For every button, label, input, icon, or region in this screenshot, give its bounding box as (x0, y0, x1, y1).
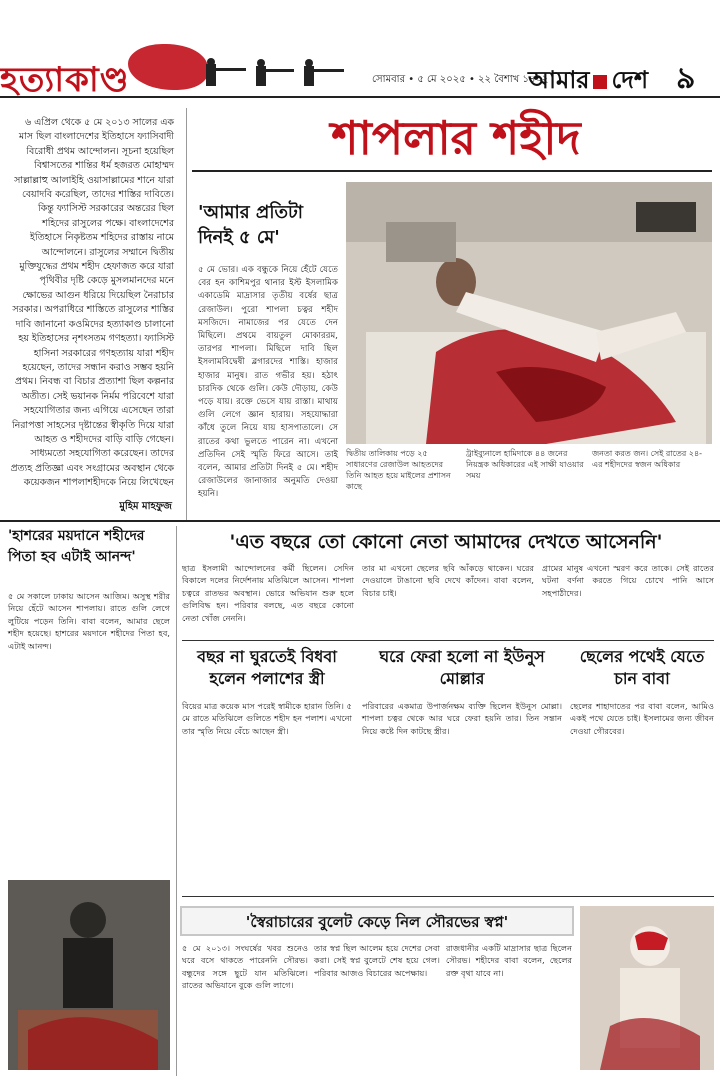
injured-man-photo-icon (346, 182, 712, 444)
bottom-body-a: ৫ মে ২০১৩। সংঘর্ষের খবর শুনেও ঘরে বসে থাকতে পারেননি সৌরভ। বন্ধুদের সঙ্গে ছুটে যান মতিঝিলে। রাতের অভিযানে বুকে গুলি লাগে। (182, 943, 308, 991)
side-column-divider (176, 526, 177, 1076)
caption-3: জনতা করত জন। সেই রাতের ২৪-এর শহীদদের স্বজন অধিকার (592, 449, 703, 469)
police-photo-icon (8, 880, 170, 1070)
banner-title: শাপলার শহীদ (331, 111, 581, 165)
bottom-story-headline: 'স্বৈরাচারের বুলেট কেড়ে নিল সৌরভের স্বপ্ন' (180, 906, 574, 936)
series-title: হত্যাকাণ্ড (0, 60, 130, 100)
sub1-headline: বছর না ঘুরতেই বিধবা হলেন পলাশের স্ত্রী (197, 647, 337, 688)
blood-splatter-graphic (128, 44, 208, 90)
bottom-body-c: রাজধানীর একটি মাদ্রাসার ছাত্র ছিলেন সৌরভ। শহীদের বাবা বলেন, ছেলের রক্ত বৃথা যাবে না। (446, 943, 572, 978)
side-story-body: ৫ মে সকালে ঢাকায় আসেন আজিম। অসুস্থ শরীর নিয়ে হেঁটে আসেন শাপলায়। রাতে গুলি লেগে লুটিয়ে পড়েন তিনি। বাবা বলেন, আমার ছেলে শহীদ হয়েছে। হাশরের ময়দানে শহীদের পিতা হব, এটাই আনন্দ। (8, 591, 170, 651)
caption-2: ট্রাইব্যুনালে হামিদাকে ৪৪ জনের নিয়ন্ত্রক অধিকারের এই সাক্ষী যাওয়ার সময় (466, 449, 584, 480)
soldier-silhouette-icon (200, 58, 350, 88)
story1-body: ৫ মে ভোর। এক বন্ধুকে নিয়ে হেঁটে যেতে বের হন কাশিমপুর থানার ইস্ট ইসলামিক একাডেমি মাদ্রাসার তৃতীয় বর্ষের ছাত্র রেজাউল। পুরো শাপলা চত্বর শহীদ মসজিদে। নামাজের পর যেতে দেন মিছিলে। প্রথমে বায়তুল মোকাররম, তারপর শাপলা। মিছিলে দাবি ছিল ইসলামবিদ্বেষী ব্লগারদের শাস্তি। হাজার হাজার মানুষ। রাত গভীর হয়। হঠাৎ চারদিক থেকে গুলি। কেউ দৌড়ায়, কেউ পড়ে যায়। রক্তে ভেসে যায় রাস্তা। মাথায় গুলি লেগে জ্ঞান হারায়। সহযোদ্ধারা কাঁধে তুলে নিয়ে যায় হাসপাতালে। সে রাতের কথা ভুলতে পারেন না। এখনো প্রতিদিন সেই স্মৃতি ফিরে আসে। তাই বলেন, আমার প্রতিটা দিনই ৫ মে। শহীদ রেজাউলের জানাজার অনুমতি দেওয়া হয়নি। (198, 265, 338, 500)
byline: মুহিম মাহফুজ (119, 501, 172, 512)
newspaper-logo (528, 62, 648, 102)
date-line: সোমবার • ৫ মে ২০২৫ • ২২ বৈশাখ ১৪৩২ (372, 74, 549, 85)
bottom-right-photo (580, 906, 714, 1070)
sub1-body: বিয়ের মাত্র কয়েক মাস পরেই স্বামীকে হারান তিনি। ৫ মে রাতে মতিঝিলে গুলিতে শহীদ হন পলাশ। এখনো তার স্মৃতি নিয়ে বেঁচে আছেন স্ত্রী। (182, 701, 352, 736)
sub2-body: পরিবারের একমাত্র উপার্জনক্ষম ব্যক্তি ছিলেন ইউনুস মোল্লা। শাপলা চত্বর থেকে আর ঘরে ফেরা হয়নি তার। তিন সন্তান নিয়ে কষ্টে দিন কাটছে স্ত্রীর। (362, 701, 562, 736)
column-divider (186, 108, 187, 520)
injured-person-photo-icon (580, 906, 714, 1070)
intro-column (0, 108, 182, 520)
banner-rule (192, 170, 712, 172)
page-number: ৯ (676, 61, 696, 96)
story2-headline: 'এত বছরে তো কোনো নেতা আমাদের দেখতে আসেননি' (229, 531, 663, 553)
subsection-divider (182, 640, 714, 641)
intro-text: ৬ এপ্রিল থেকে ৫ মে ২০১৩ সালের এক মাস ছিল বাংলাদেশের ইতিহাসে ফ্যাসিবাদী বিরোধী প্রথম আন্দোলন। সূচনা হয়েছিল বিশ্বাসতের শান্তির ধর্ম হজরত মোহাম্মদ সাল্লাল্লাহু আলাইহি ওয়াসাল্লামের শানে যারা বেয়াদবি করেছিল, তাদের শাস্তির দাবিতে। কিন্তু ফ্যাসিস্ট সরকারের অন্তরের ছিল শহিদের রাসুলের পক্ষে। বাংলাদেশের ইতিহাসে নিকৃষ্টতম শহিদের রাস্তায় নামে আন্দোলনে। রাসুলের সম্মানে দ্বিতীয় মুক্তিযুদ্ধের প্রথম শহীদ হেফাজত করে যারা পৃথিবীর দৃষ্টি কেড়ে মুসলমানদের মনে ক্ষোভের আগুন ধরিয়ে দিয়েছিল নৈরাচার সরকার। অপরাধিরে শাস্তিতে রাসুলের শাস্তির দাবি জানানো কওমিদের হত্যাকাণ্ড চালানো হয় ইতিহাসের নৃশংসতম গণহত্যা। ফ্যাসিস্ট হাসিনা সরকারের গণহত্যায় যারা শহীদ হয়েছেন, তাদের সন্ধান করাও সম্ভব হয়নি প্রথম। নিবন্ধ বা বিচার প্রত্যাশা ছিল কল্পনার অতীত। সেই ভয়ানক নির্মম পরিবেশে যারা সহযোগিতার জন্য এগিয়ে এসেছেন তারা নিরাপত্তা সাহসের দৃষ্টান্তের স্বীকৃতি দিয়ে যারা আহত ও শহীদদের বাড়ি বাড়ি গেছেন। সাধ্যমতো সহযোগিতা করেছেন। তাদের প্রত্যহ প্রতিজ্ঞা এবং সংগ্রামের অবস্থান থেকে কয়েকজন শাপলাশহীদকে নিয়ে লিখেছেন (10, 117, 174, 489)
story1-headline: 'আমার প্রতিটা দিনই ৫ মে' (198, 202, 304, 248)
sub3-body: ছেলের শাহাদাতের পর বাবা বলেন, আমিও একই পথে যেতে চাই। ইসলামের জন্য জীবন দেওয়া গৌরবের। (570, 701, 714, 736)
section-divider (0, 520, 720, 522)
logo-box-icon (593, 75, 607, 89)
masthead (0, 0, 720, 98)
main-photo (346, 182, 712, 444)
sub3-headline: ছেলের পথেই যেতে চান বাবা (579, 647, 705, 688)
caption-1: দ্বিতীয় তালিকায় পড়ে ২৫ সাধারণের রেজাউল আহতদের তিনি আহত হয়ে মাইলের প্রশাসন কাছে (346, 449, 451, 491)
bottom-left-photo (8, 880, 170, 1070)
story2-body-b: তার মা এখনো ছেলের ছবি আঁকড়ে থাকেন। ঘরের দেওয়ালে টাঙানো ছবি দেখে কাঁদেন। বাবা বলেন, বিচার চাই। (362, 563, 534, 598)
bottom-divider (182, 896, 714, 897)
side-story-headline: 'হাশরের ময়দানে শহীদের পিতা হব এটাই আনন্দ' (8, 528, 145, 565)
story2-body-a: ছাত্র ইসলামী আন্দোলনের কর্মী ছিলেন। সেদিন বিকালে দলের নির্দেশনায় মতিঝিলে আসেন। শাপলা চত্বরে রাতভর অবস্থান। ভোরে অভিযান শুরু হলে গুলিবিদ্ধ হন। পরিবার বলছে, এত বছরে কোনো নেতা খোঁজ নেননি। (182, 563, 354, 623)
logo-word-1: আমার (528, 65, 590, 94)
story2-body-c: গ্রামের মানুষ এখনো স্মরণ করে তাকে। সেই রাতের ঘটনা বর্ণনা করতে গিয়ে চোখে পানি আসে সহপাঠীদের। (542, 563, 714, 598)
logo-word-2: দেশ (611, 65, 649, 94)
bottom-body-b: তার স্বপ্ন ছিল আলেম হয়ে দেশের সেবা করা। সেই স্বপ্ন বুলেটে শেষ হয়ে গেল। পরিবার আজও বিচারের অপেক্ষায়। (314, 943, 440, 978)
sub2-headline: ঘরে ফেরা হলো না ইউনুস মোল্লার (379, 647, 545, 688)
